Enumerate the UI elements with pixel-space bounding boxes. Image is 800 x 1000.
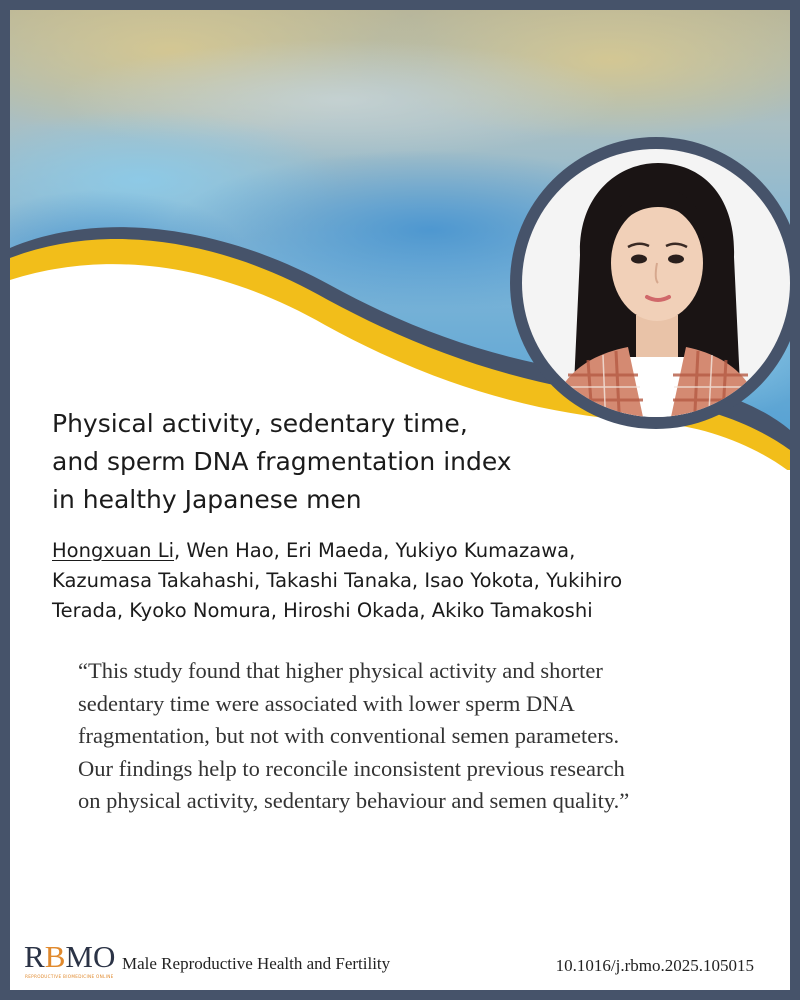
quote-line: “This study found that higher physical activity and shorter: [78, 658, 603, 683]
quote-line: sedentary time were associated with lower sperm DNA: [78, 690, 575, 716]
title-line: in healthy Japanese men: [52, 485, 362, 514]
rbmo-logo: [24, 940, 124, 984]
author-portrait: [508, 135, 790, 431]
author-list: [52, 536, 790, 626]
logo-wordmark: RBMO: [24, 939, 116, 974]
quote-line: on physical activity, sedentary behaviour and semen quality.”: [78, 788, 630, 813]
quote-line: fragmentation, but not with conventional semen parameters.: [78, 723, 620, 748]
title-line: and sperm DNA fragmentation index: [52, 447, 512, 476]
logo-subtitle: REPRODUCTIVE BIOMEDICINE ONLINE: [25, 974, 114, 979]
presenting-author: Hongxuan Li: [52, 539, 175, 562]
title-line: Physical activity, sedentary time,: [52, 409, 468, 438]
author-line: Kazumasa Takahashi, Takashi Tanaka, Isao Yokota, Yukihiro: [52, 569, 623, 592]
poster-inner: [10, 10, 790, 990]
doi-text: 10.1016/j.rbmo.2025.105015: [555, 956, 754, 975]
author-names: , Wen Hao, Eri Maeda, Yukiyo Kumazawa,: [174, 539, 576, 562]
study-quote: [78, 655, 768, 818]
quote-line: Our findings help to reconcile inconsistent previous research: [78, 755, 625, 781]
journal-name: Male Reproductive Health and Fertility: [122, 954, 391, 973]
article-title: [52, 405, 612, 519]
author-line: Terada, Kyoko Nomura, Hiroshi Okada, Akiko Tamakoshi: [52, 599, 593, 622]
author-line: [52, 536, 790, 566]
